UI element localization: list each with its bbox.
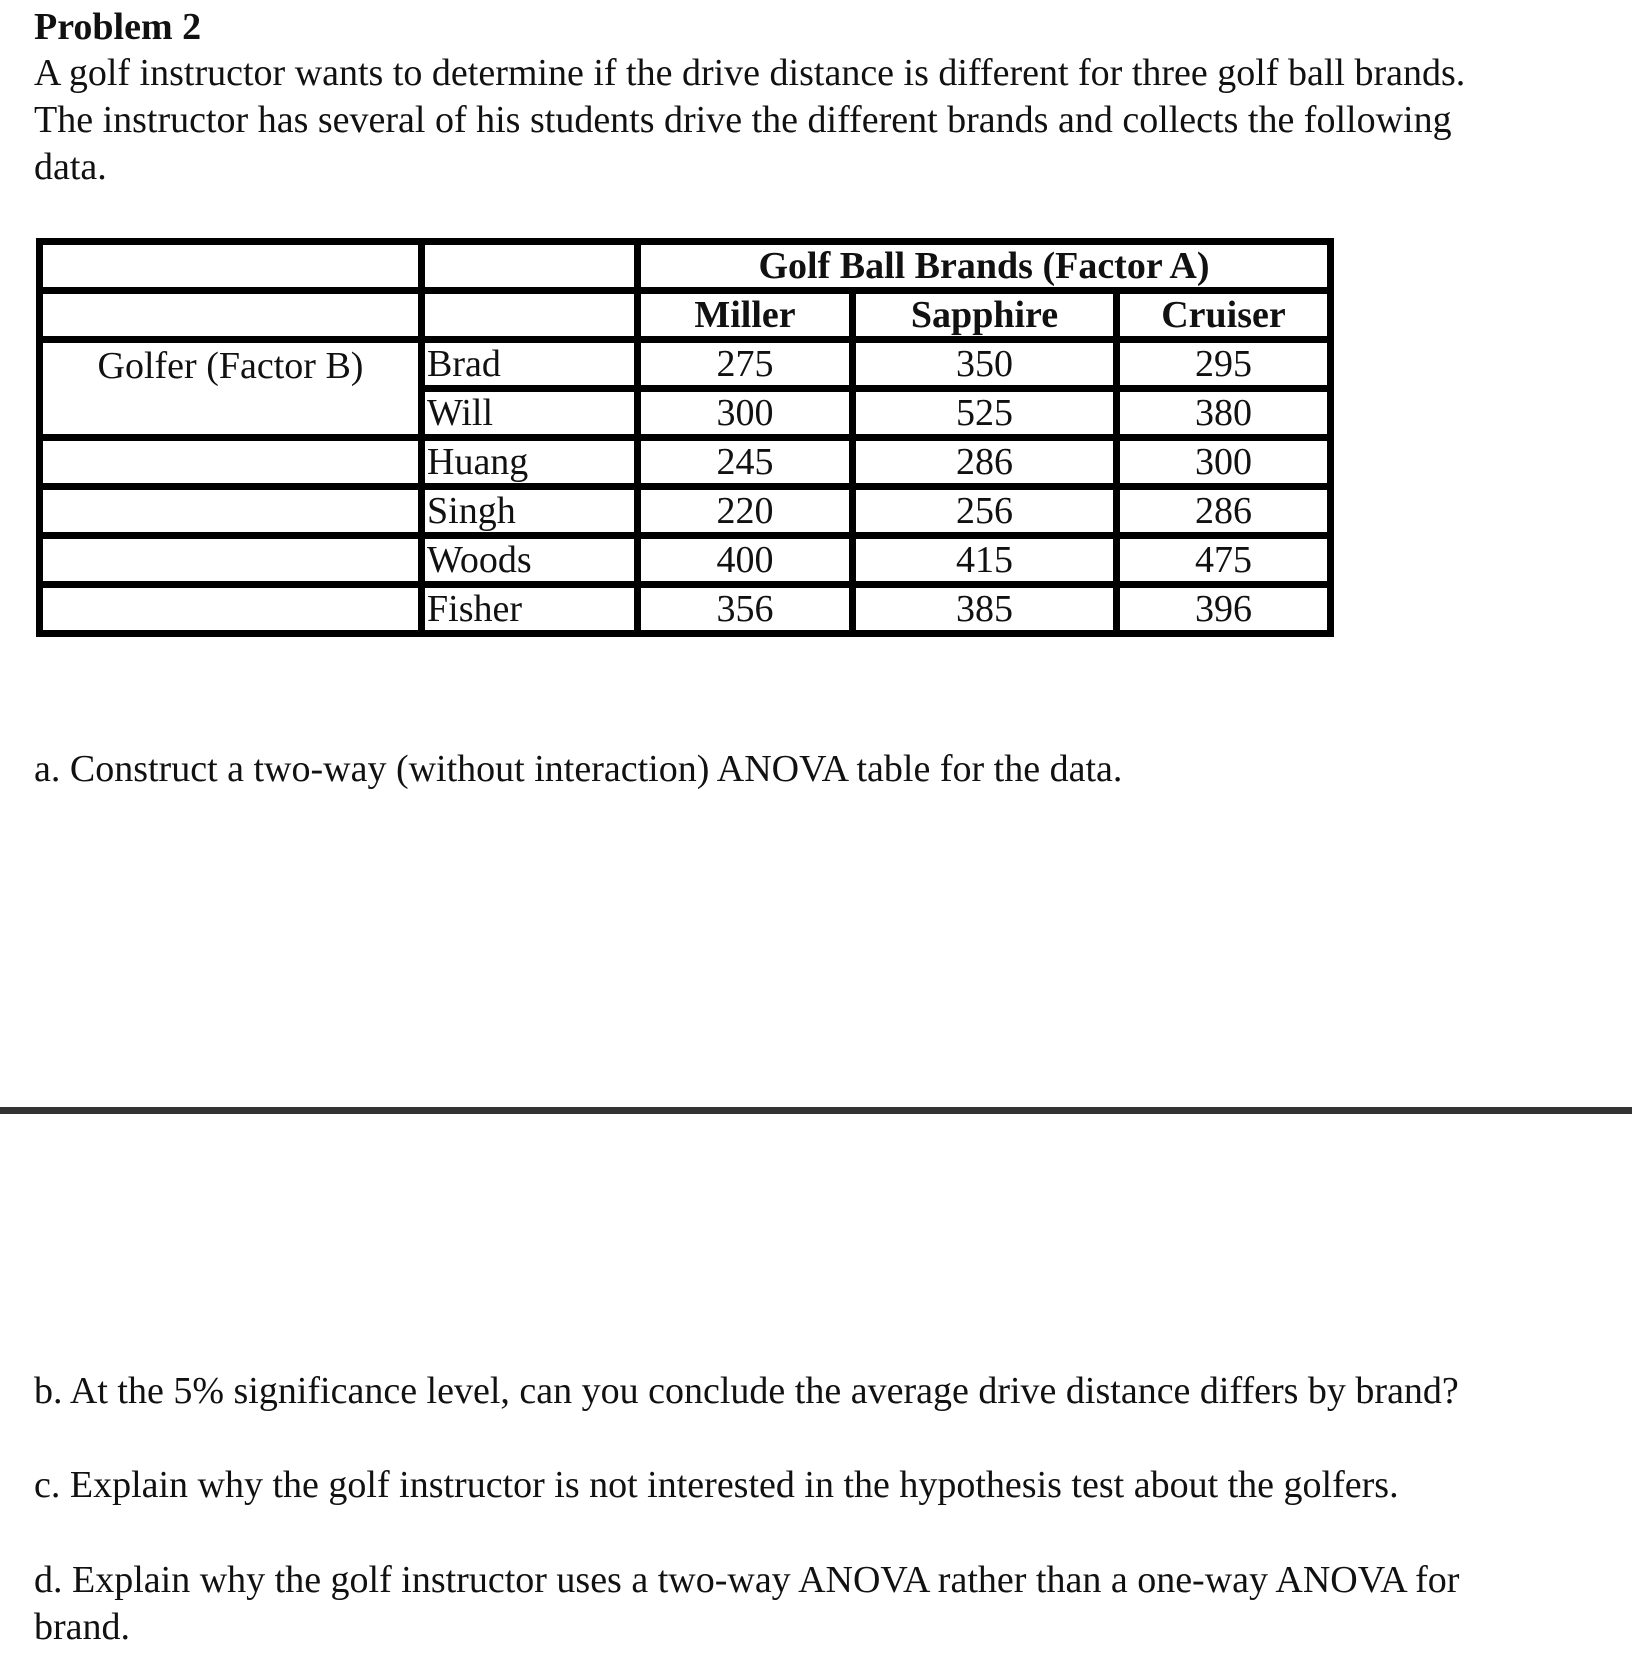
empty-cell — [422, 242, 638, 291]
golfer-name: Woods — [422, 536, 638, 585]
problem-intro — [34, 50, 1614, 191]
question-d-line: d. Explain why the golf instructor uses a two-way ANOVA rather than a one-way ANOVA for — [34, 1559, 1460, 1601]
table-row — [40, 291, 1331, 340]
distance-cell: 295 — [1117, 340, 1331, 389]
brand-header-miller: Miller — [638, 291, 853, 340]
brand-header-cruiser: Cruiser — [1117, 291, 1331, 340]
question-b: b. At the 5% significance level, can you conclude the average drive distance differs by brand? — [34, 1370, 1459, 1412]
distance-cell: 220 — [638, 487, 853, 536]
distance-cell: 356 — [638, 585, 853, 634]
intro-line: A golf instructor wants to determine if the drive distance is different for three golf ball brands. — [34, 52, 1466, 94]
distance-cell: 385 — [853, 585, 1117, 634]
distance-cell: 245 — [638, 438, 853, 487]
distance-cell: 275 — [638, 340, 853, 389]
drive-distance-table — [36, 238, 1334, 637]
table-row — [40, 389, 1331, 438]
intro-line: The instructor has several of his students drive the different brands and collects the following — [34, 99, 1452, 141]
distance-cell: 286 — [853, 438, 1117, 487]
golfer-name: Huang — [422, 438, 638, 487]
empty-cell — [40, 585, 422, 634]
factor-b-label: Golfer (Factor B) — [40, 340, 422, 389]
distance-cell: 396 — [1117, 585, 1331, 634]
table-row — [40, 340, 1331, 389]
empty-cell — [40, 242, 422, 291]
distance-cell: 300 — [1117, 438, 1331, 487]
distance-cell: 475 — [1117, 536, 1331, 585]
question-a: a. Construct a two-way (without interaction) ANOVA table for the data. — [34, 748, 1123, 790]
problem-title: Problem 2 — [34, 6, 202, 48]
empty-cell — [422, 291, 638, 340]
question-d-line: brand. — [34, 1606, 131, 1648]
distance-cell: 300 — [638, 389, 853, 438]
question-d — [34, 1557, 1614, 1651]
golfer-name: Singh — [422, 487, 638, 536]
distance-cell: 350 — [853, 340, 1117, 389]
distance-cell: 400 — [638, 536, 853, 585]
empty-cell — [40, 536, 422, 585]
table-row — [40, 242, 1331, 291]
factor-a-header: Golf Ball Brands (Factor A) — [638, 242, 1331, 291]
empty-cell — [40, 291, 422, 340]
distance-cell: 380 — [1117, 389, 1331, 438]
table-row — [40, 487, 1331, 536]
golfer-name: Will — [422, 389, 638, 438]
question-c: c. Explain why the golf instructor is not interested in the hypothesis test about the golfers. — [34, 1464, 1399, 1506]
distance-cell: 415 — [853, 536, 1117, 585]
table-row — [40, 536, 1331, 585]
section-divider — [0, 1107, 1632, 1114]
empty-cell — [40, 389, 422, 438]
distance-cell: 286 — [1117, 487, 1331, 536]
distance-cell: 525 — [853, 389, 1117, 438]
golfer-name: Fisher — [422, 585, 638, 634]
brand-header-sapphire: Sapphire — [853, 291, 1117, 340]
empty-cell — [40, 438, 422, 487]
distance-cell: 256 — [853, 487, 1117, 536]
intro-line: data. — [34, 146, 107, 188]
empty-cell — [40, 487, 422, 536]
golfer-name: Brad — [422, 340, 638, 389]
table-row — [40, 438, 1331, 487]
table-row — [40, 585, 1331, 634]
